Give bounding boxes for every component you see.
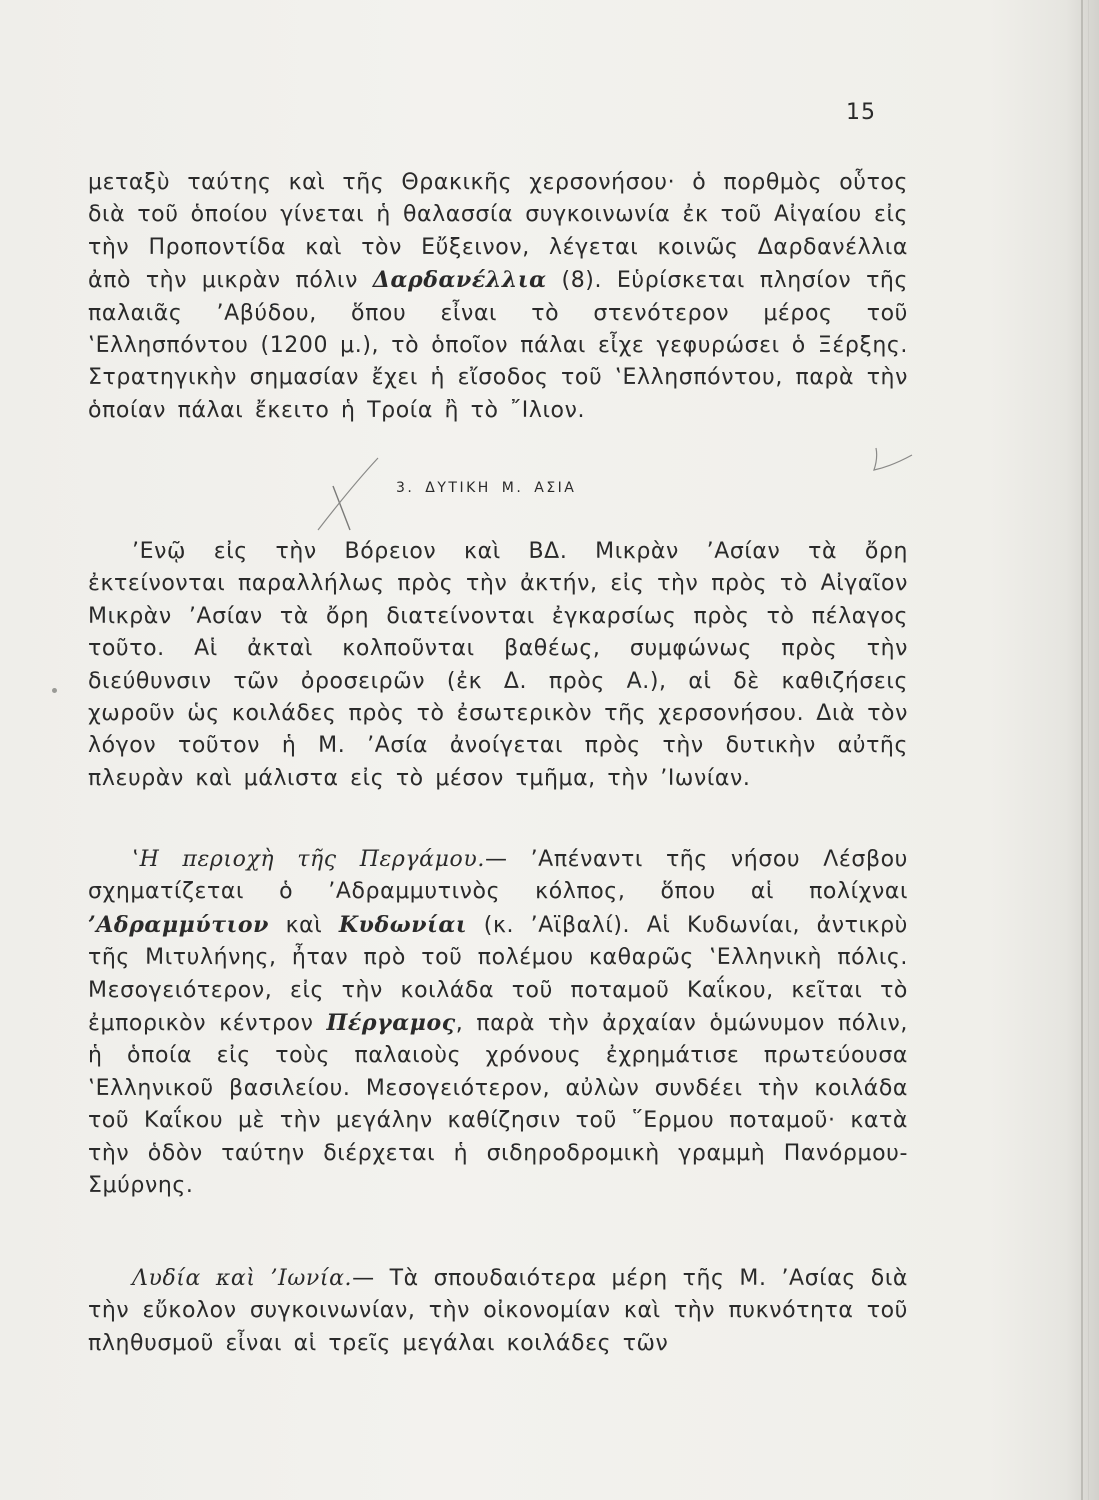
pencil-stroke: [874, 448, 912, 470]
place-name-kydoniai: Κυδωνίαι: [338, 911, 468, 938]
page-number: 15: [846, 100, 876, 125]
margin-dot: [52, 688, 57, 693]
paragraph-lydia-ionia: [88, 1263, 908, 1360]
subsection-title-pergamon: ‛Η περιοχὴ τῆς Περγάμου.: [132, 847, 485, 872]
paragraph-text: (κ. ’Αϊβαλί). Αἱ Κυδωνίαι, ἀντικρὺ τῆς Μιτυλήνης, ἦταν πρὸ τοῦ πολέμου καθαρῶς ‛Ελληνικὴ πόλις. Μεσογειότερον, εἰς τὴν κοιλάδα τοῦ ποταμοῦ Καΐκου, κεῖται τὸ ἐμπορικὸν κέντρον: [88, 912, 908, 1037]
paragraph-text: — ’Απέναντι τῆς νήσου Λέσβου σχηματίζεται ὁ ’Αδραμμυτινὸς κόλπος, ὅπου αἱ πολίχναι: [88, 847, 908, 905]
place-name-dardanellia: Δαρδανέλλια: [372, 267, 547, 294]
paragraph-text: — Τὰ σπουδαιότερα μέρη τῆς Μ. ’Ασίας διὰ τὴν εὔκολον συγκοινωνίαν, τὴν οἰκονομίαν καὶ τὴν πυκνότητα τοῦ πληθυσμοῦ εἶναι αἱ τρεῖς μεγάλαι κοιλάδες τῶν: [88, 1266, 908, 1356]
place-name-pergamos: Πέργαμος: [326, 1010, 456, 1037]
page-edge-line: [1088, 0, 1089, 1500]
paragraph-text: ’Ενῷ εἰς τὴν Βόρειον καὶ ΒΔ. Μικρὰν ’Ασίαν τὰ ὄρη ἐκτείνονται παραλλήλως πρὸς τὴν ἀκτήν, εἰς τὴν πρὸς τὸ Αἰγαῖον Μικρὰν ’Ασίαν τὰ ὄρη διατείνονται ἐγκαρσίως πρὸς τὸ πέλαγος τοῦτο. Αἱ ἀκταὶ κολποῦνται βαθέως, συμφώνως πρὸς τὴν διεύθυνσιν τῶν ὀροσειρῶν (ἐκ Δ. πρὸς Α.), αἱ δὲ καθιζήσεις χωροῦν ὡς κοιλάδες πρὸς τὸ ἐσωτερικὸν τῆς χερσονήσου. Διὰ τὸν λόγον τοῦτον ἡ Μ. ’Ασία ἀνοίγεται πρὸς τὴν δυτικὴν αὐτῆς πλευρὰν καὶ μάλιστα εἰς τὸ μέσον τμῆμα, τὴν ’Ιωνίαν.: [88, 539, 908, 791]
paragraph-text: , παρὰ τὴν ἀρχαίαν ὁμώνυμον πόλιν, ἡ ὁποία εἰς τοὺς παλαιοὺς χρόνους ἐχρημάτισε πρωτεύουσα ‛Ελληνικοῦ βασιλείου. Μεσογειότερον, αὐλὼν συνδέει τὴν κοιλάδα τοῦ Καΐκου μὲ τὴν μεγάλην καθίζησιν τοῦ ῞Ερμου ποταμοῦ· κατὰ τὴν ὁδὸν ταύτην διέρχεται ἡ σιδηροδρομικὴ γραμμὴ Πανόρμου-Σμύρνης.: [88, 1011, 908, 1199]
pencil-stroke: [318, 458, 378, 530]
pencil-stroke: [333, 486, 350, 530]
paragraph-hellespont: [88, 167, 908, 427]
section-heading: 3. ΔΥΤΙΚΗ Μ. ΑΣΙΑ: [396, 480, 577, 496]
paragraph-text: μεταξὺ ταύτης καὶ τῆς Θρακικῆς χερσονήσου· ὁ πορθμὸς οὗτος διὰ τοῦ ὁποίου γίνεται ἡ θαλασσία συγκοινωνία ἐκ τοῦ Αἰγαίου εἰς τὴν Προποντίδα καὶ τὸν Εὔξεινον, λέγεται κοινῶς Δαρδανέλλια ἀπὸ τὴν μικρὰν πόλιν: [88, 170, 908, 294]
paragraph-pergamon-region: [88, 844, 908, 1202]
subsection-title-lydia-ionia: Λυδία καὶ ’Ιωνία.: [132, 1266, 353, 1291]
page-edge-shadow: [1081, 0, 1083, 1500]
paragraph-text: (8). Εὑρίσκεται πλησίον τῆς παλαιᾶς ’Αβύδου, ὅπου εἶναι τὸ στενότερον μέρος τοῦ ‛Ελλησπόντου (1200 μ.), τὸ ὁποῖον πάλαι εἶχε γεφυρώσει ὁ Ξέρξης. Στρατηγικὴν σημασίαν ἔχει ἡ εἴσοδος τοῦ ‛Ελλησπόντου, παρὰ τὴν ὁποίαν πάλαι ἔκειτο ἡ Τροία ἢ τὸ ῎Ιλιον.: [88, 268, 908, 423]
place-name-adramyttion: ’Αδραμμύτιον: [88, 911, 270, 938]
paragraph-west-asia-minor: [88, 536, 908, 795]
paragraph-text: καὶ: [269, 912, 339, 938]
